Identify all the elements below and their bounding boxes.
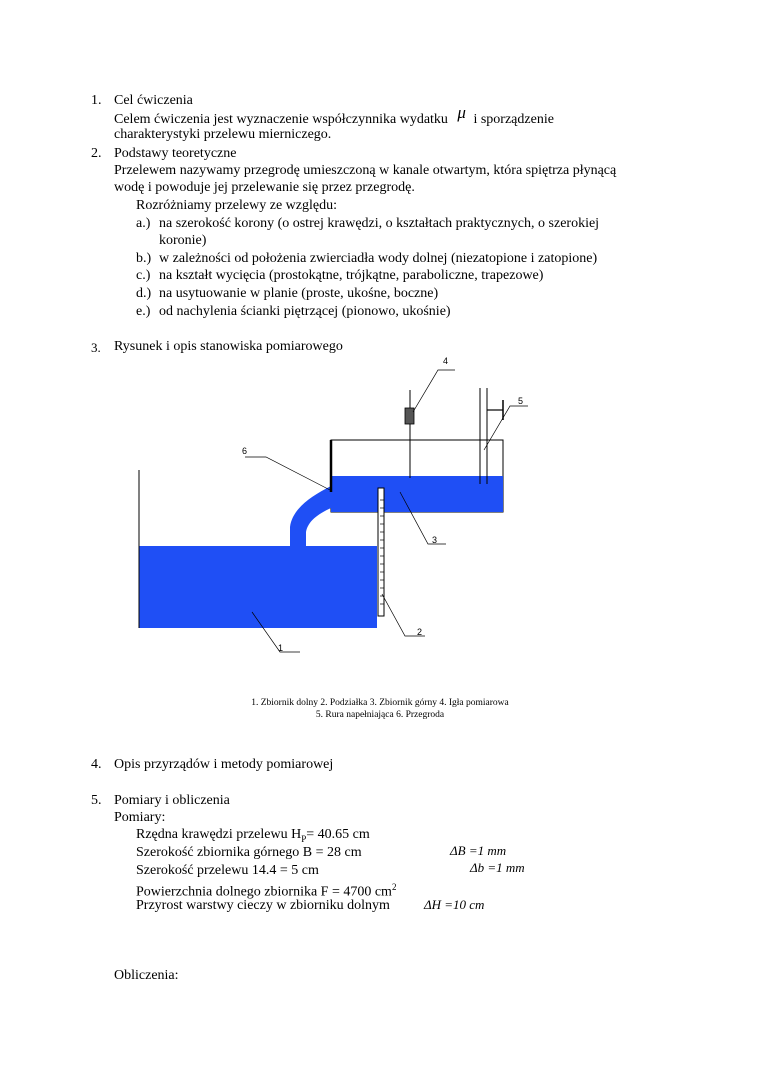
figure-label-5: 5 (518, 396, 524, 406)
mu-symbol: μ (457, 103, 466, 122)
measurements-subheading: Pomiary: (114, 810, 166, 825)
section-2-para-line1: Przelewem nazywamy przegrodę umieszczoną w kanale otwartym, która spiętrza płynącą (114, 163, 617, 178)
section-1-line1-end: i sporządzenie (473, 112, 554, 127)
section-3-number: 3. (91, 340, 101, 355)
figure-label-1: 1 (278, 643, 284, 653)
upper-tank-water (331, 476, 503, 512)
list-item-cont: koronie) (159, 233, 207, 248)
list-item-mark: b.) (136, 251, 152, 266)
section-1-number: 1. (91, 93, 102, 108)
list-item: na szerokość korony (o ostrej krawędzi, o kształtach praktycznych, o szerokiej (159, 216, 600, 231)
measurement-text: Powierzchnia dolnego zbiornika F = 4700 cm (136, 884, 392, 900)
measuring-needle-head (405, 408, 414, 424)
section-1-line1-text: Celem ćwiczenia jest wyznaczenie współczynnika wydatku (114, 112, 448, 127)
leader-line-6 (245, 457, 330, 490)
figure-caption-line1: 1. Zbiornik dolny 2. Podziałka 3. Zbiornik górny 4. Igła pomiarowa (251, 698, 509, 708)
measurement-subscript: P (301, 833, 307, 844)
list-item-mark: e.) (136, 304, 151, 319)
measurement-weir-width: Szerokość przelewu 14.4 = 5 cm (136, 863, 319, 878)
section-4-number: 4. (91, 757, 102, 772)
error-delta-H: ΔH =10 cm (424, 897, 485, 912)
figure-label-6: 6 (242, 446, 248, 456)
list-item: w zależności od położenia zwierciadła wody dolnej (niezatopione i zatopione) (159, 251, 598, 266)
measurement-superscript: 2 (391, 882, 397, 892)
list-item-mark: a.) (136, 216, 151, 231)
measurement-level-increase: Przyrost warstwy cieczy w zbiorniku dolnym (136, 898, 390, 913)
overflow-nappe (290, 486, 331, 546)
error-delta-B: ΔB =1 mm (450, 843, 507, 858)
list-item-mark: c.) (136, 268, 151, 283)
list-item-mark: d.) (136, 286, 152, 301)
scale-ruler (378, 488, 384, 616)
calculations-heading: Obliczenia: (114, 968, 179, 983)
section-5-number: 5. (91, 793, 102, 808)
figure-label-2: 2 (417, 627, 423, 637)
list-item: na usytuowanie w planie (proste, ukośne, boczne) (159, 286, 439, 301)
list-item: od nachylenia ścianki piętrzącej (pionowo, ukośnie) (159, 304, 451, 319)
figure-caption-line2: 5. Rura napełniająca 6. Przegroda (315, 710, 445, 720)
figure-label-3: 3 (432, 535, 438, 545)
measurement-value: = 40.65 cm (306, 827, 370, 842)
section-2-heading: Podstawy teoretyczne (114, 146, 237, 161)
section-2-para-line2: wodę i powoduje jej przelewanie się przez przegrodę. (114, 180, 415, 195)
list-item: na kształt wycięcia (prostokątne, trójkątne, paraboliczne, trapezowe) (159, 268, 544, 283)
figure-label-4: 4 (443, 356, 449, 366)
error-delta-b: Δb =1 mm (470, 860, 525, 875)
section-4-heading: Opis przyrządów i metody pomiarowej (114, 757, 334, 772)
section-5-heading: Pomiary i obliczenia (114, 793, 230, 808)
section-1-heading: Cel ćwiczenia (114, 93, 193, 108)
section-2-intro: Rozróżniamy przelewy ze względu: (136, 198, 337, 213)
leader-line-4 (413, 370, 455, 412)
section-3-heading: Rysunek i opis stanowiska pomiarowego (114, 339, 343, 354)
measurement-tank-width: Szerokość zbiornika górnego B = 28 cm (136, 845, 362, 860)
lower-tank-water (139, 546, 377, 628)
leader-line-5 (484, 406, 528, 450)
section-2-number: 2. (91, 146, 102, 161)
measurement-text: Rzędna krawędzi przelewu H (136, 827, 302, 842)
section-1-line2: charakterystyki przelewu mierniczego. (114, 127, 332, 142)
